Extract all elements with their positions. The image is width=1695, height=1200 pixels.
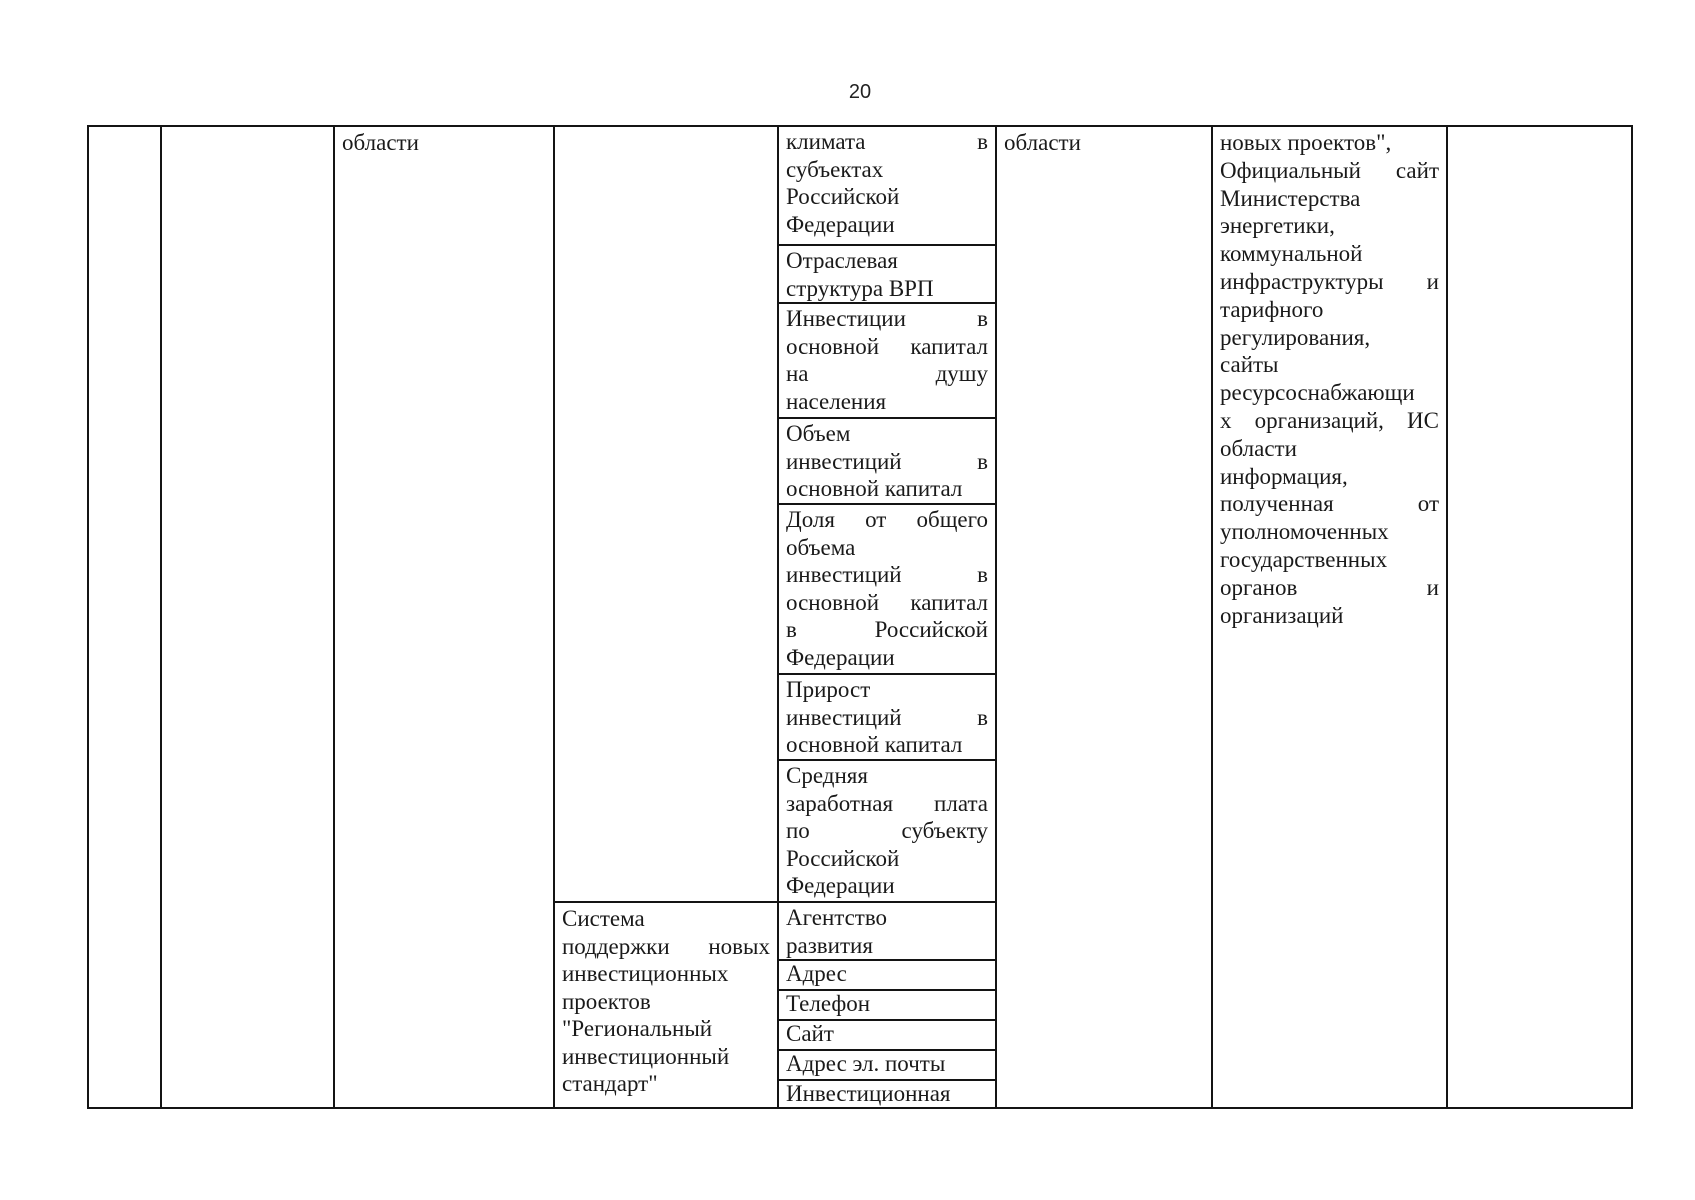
- cell-text-line: Прирост: [786, 677, 871, 702]
- cell-paragraph: [786, 506, 988, 671]
- cell-text-line: инвестиционных: [562, 961, 729, 986]
- cell-text-line: ресурсоснабжающи: [1220, 380, 1415, 406]
- cell-text-line: инвестиционный: [562, 1043, 730, 1069]
- cell-text-line: Доля от общего: [786, 507, 988, 532]
- indicator-cell: [777, 901, 997, 961]
- cell-text-line: области: [1004, 130, 1081, 155]
- cell-text-line: сайты: [1220, 352, 1279, 378]
- cell-text-line: области: [342, 130, 419, 155]
- cell-text-line: инвестиций в: [786, 704, 988, 730]
- cell-paragraph: [1220, 463, 1439, 630]
- cell-paragraph: [786, 991, 988, 1017]
- indicator-cell: [777, 759, 997, 903]
- cell-text-line: организаций: [1220, 602, 1344, 628]
- cell-text-line: стандарт": [562, 1071, 658, 1096]
- cell-text-line: проектов: [562, 988, 651, 1014]
- cell-text-line: Объем: [786, 421, 851, 446]
- cell-text-line: информация,: [1220, 463, 1348, 489]
- cell-text-line: климата в: [786, 129, 988, 154]
- cell-text-line: населения: [786, 388, 887, 414]
- cell-paragraph: [786, 128, 988, 238]
- cell-text-line: Инвестиционная: [786, 1081, 951, 1106]
- cell-paragraph: [786, 904, 988, 959]
- cell-text-line: Инвестиции в: [786, 306, 988, 331]
- cell-text-line: объема: [786, 534, 856, 560]
- cell-text-line: Российской: [786, 845, 900, 871]
- cell-paragraph: [786, 762, 988, 900]
- cell-text-line: поддержки новых: [562, 933, 770, 959]
- cell-text-line: в Российской: [786, 617, 988, 642]
- cell-paragraph: [786, 305, 988, 415]
- cell-text-line: заработная плата: [786, 790, 988, 816]
- cell-text-line: Федерации: [786, 873, 895, 898]
- cell-text-line: основной капитал: [786, 333, 988, 359]
- cell-text-line: Адрес эл. почты: [786, 1051, 946, 1076]
- indicator-cell: [777, 302, 997, 419]
- cell-text-line: "Региональный: [562, 1016, 713, 1041]
- cell-text-line: х организаций, ИС: [1220, 407, 1439, 433]
- cell-text-line: Российской: [786, 184, 900, 209]
- cell-text-line: уполномоченных: [1220, 519, 1389, 545]
- cell-paragraph: [1220, 129, 1439, 157]
- cell-text-line: основной капитал: [786, 589, 988, 615]
- cell-text-line: тарифного: [1220, 296, 1324, 322]
- cell-text-line: области: [1220, 435, 1297, 461]
- indicator-cell: [777, 1049, 997, 1081]
- cell-text-line: основной капитал: [786, 732, 963, 757]
- cell-text-line: Федерации: [786, 644, 895, 670]
- cell-text-line: структура ВРП: [786, 275, 934, 301]
- empty-cell: [553, 125, 779, 903]
- cell-text-line: Федерации: [786, 211, 895, 237]
- cell-text-line: Официальный сайт: [1220, 157, 1439, 183]
- cell-text-line: новых проектов",: [1220, 130, 1392, 155]
- program-cell: [553, 901, 779, 1109]
- cell-paragraph: [786, 1051, 988, 1077]
- cell-paragraph: [1004, 129, 1204, 157]
- page-number: 20: [848, 81, 872, 103]
- cell-paragraph: [786, 247, 988, 302]
- indicator-cell: [777, 673, 997, 761]
- cell-text-line: Агентство: [786, 905, 888, 930]
- indicator-cell: [777, 244, 997, 304]
- indicator-cell: [777, 1079, 997, 1109]
- source-cell: [1211, 125, 1448, 1109]
- cell-paragraph: [1220, 157, 1439, 352]
- indicator-cell: [777, 959, 997, 991]
- cell-text-line: полученная от: [1220, 491, 1439, 517]
- cell-text-line: основной капитал: [786, 476, 963, 501]
- cell-text-line: Адрес: [786, 961, 847, 986]
- cell-text-line: энергетики,: [1220, 213, 1335, 239]
- cell-text-line: Министерства: [1220, 185, 1361, 211]
- cell-text-line: Отраслевая: [786, 248, 898, 273]
- cell-text-line: инвестиций в: [786, 448, 988, 474]
- cell-text-line: инфраструктуры и: [1220, 268, 1439, 294]
- cell-text-line: регулирования,: [1220, 324, 1371, 350]
- cell-paragraph: [786, 1081, 988, 1107]
- cell-text-line: государственных: [1220, 546, 1388, 572]
- empty-cell: [87, 125, 162, 1109]
- cell-paragraph: [786, 420, 988, 503]
- cell-paragraph: [786, 961, 988, 987]
- cell-paragraph: [786, 1021, 988, 1047]
- cell-text-line: Телефон: [786, 991, 871, 1016]
- cell-paragraph: [342, 129, 546, 157]
- indicator-cell: [777, 989, 997, 1021]
- cell-paragraph: [1220, 351, 1439, 462]
- cell-text-line: по субъекту: [786, 818, 988, 843]
- cell-text-line: Сайт: [786, 1021, 834, 1046]
- indicator-cell: [777, 417, 997, 505]
- empty-cell: [1446, 125, 1633, 1109]
- cell-text-line: органов и: [1220, 574, 1439, 600]
- cell-text-line: коммунальной: [1220, 241, 1363, 267]
- empty-cell: [160, 125, 335, 1109]
- cell-text-line: Средняя: [786, 763, 868, 788]
- indicator-cell: [777, 503, 997, 675]
- cell-paragraph: [562, 905, 770, 1098]
- region-cell: [995, 125, 1213, 1109]
- cell-text-line: Система: [562, 906, 645, 931]
- indicator-cell: [777, 1019, 997, 1051]
- cell-paragraph: [786, 676, 988, 759]
- cell-text-line: развития: [786, 932, 873, 958]
- cell-text-line: инвестиций в: [786, 562, 988, 587]
- indicator-cell: [777, 125, 997, 246]
- region-cell: [333, 125, 555, 1109]
- cell-text-line: на душу: [786, 361, 988, 386]
- cell-text-line: субъектах: [786, 156, 884, 182]
